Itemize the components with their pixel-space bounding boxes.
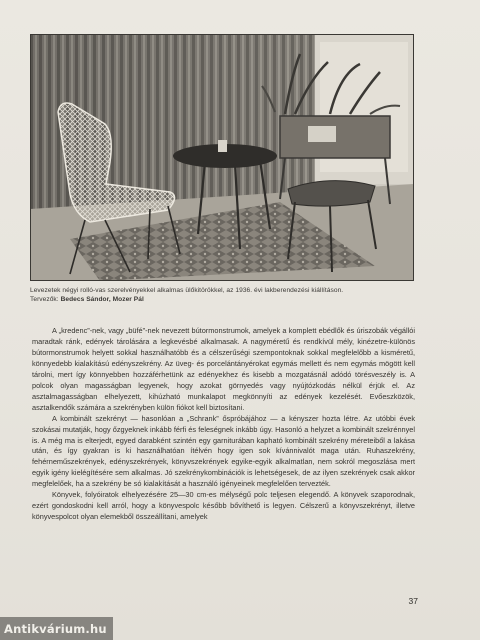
furniture-photo [30, 34, 414, 281]
paragraph: Könyvek, folyóiratok elhelyezésére 25—30 cm-es mélységű polc teljesen elegendő. A könyvek szaporodnak, ezért gondoskodni kell arról, hogy a könyvespolc később bővíthető is legyen. Célszerű a könyvszekrényt, illetve könyvespolcot olyan elemekből összeállítani, amelyek [32, 490, 415, 522]
paragraph: A kombinált szekrényt — hasonlóan a „Schrank” őspróbájához — a kényszer hozta létre. Az utóbbi évek szokásai mutatják, hogy őzgyeknek inkább férfi és feleségnek inkább úgy. Hasonló a helyzet a kombinált szekrénnyel is. A még ma is elterjedt, egyed darabként szintén egy garniturában kapható kombinált szekrény méreteiből a lakása után, és így gyakran is ki használhatóan ítélvén hogy igen sok kívánnivalót maga után. Ruhaszekrény, fehérneműszekrények, edényszekrények, könyvszekrények egyike-egyik alkalmatlan, nem sokról megoszlása mert egyik igény kielégítésére sem alkalmas. Jó szekrénykombinációk is lehetségesek, de az ilyen szekrények csak akkor megfelelőek, ha a szekrény be só kialakítását a használó igényeinek megfelelően tervezték. [32, 413, 415, 489]
furniture-photo-illustration [30, 34, 414, 281]
page-number: 37 [408, 596, 418, 606]
caption-credit-names: Bedecs Sándor, Mozer Pál [60, 296, 144, 304]
article-body [32, 326, 415, 523]
caption-credit-prefix: Tervezők: [30, 296, 59, 304]
paragraph: A „kredenc”-nek, vagy „büfé”-nek nevezett bútormonstrumok, amelyek a komplett ebédlők és úriszobák végállói maradtak ránk, edények tárolására a legkevésbé alkalmasak. A nagyméretű és rendkívül mély, kinézetre-különös bútormonstrumok helyett sokkal használhatóbb és a célszerűségi szempontoknak sokkal megfelelőbb a kisméretű, könnyedebb kialakítású edényszekrény. Az üveg- és porcelántányérokat egymás mellett és nem egymás mögött kell tárolni, mert így könnyebben hozzáférhetünk az edényekhez és kisebb a mozgatásnál adódó törésveszély is. A polcok olyan magasságban legyenek, hogy azokat görnyedés vagy nyújtózkodás nélkül érjük el. Az asztalmagasságban elhelyezett, kihúzható munkalapot megkönnyíti az edények kezelését. Evőeszközök, asztalkendők számára a szekrényben külön fiókot kell biztosítani. [32, 326, 415, 412]
caption-text: Levezetek négyi rolló-vas szerelvényekkel alkalmas ülőkitörökkel, az 1936. évi lakberendezési kiállításon. [30, 287, 344, 294]
photo-caption [30, 286, 420, 305]
watermark: Antikvárium.hu [0, 617, 113, 640]
